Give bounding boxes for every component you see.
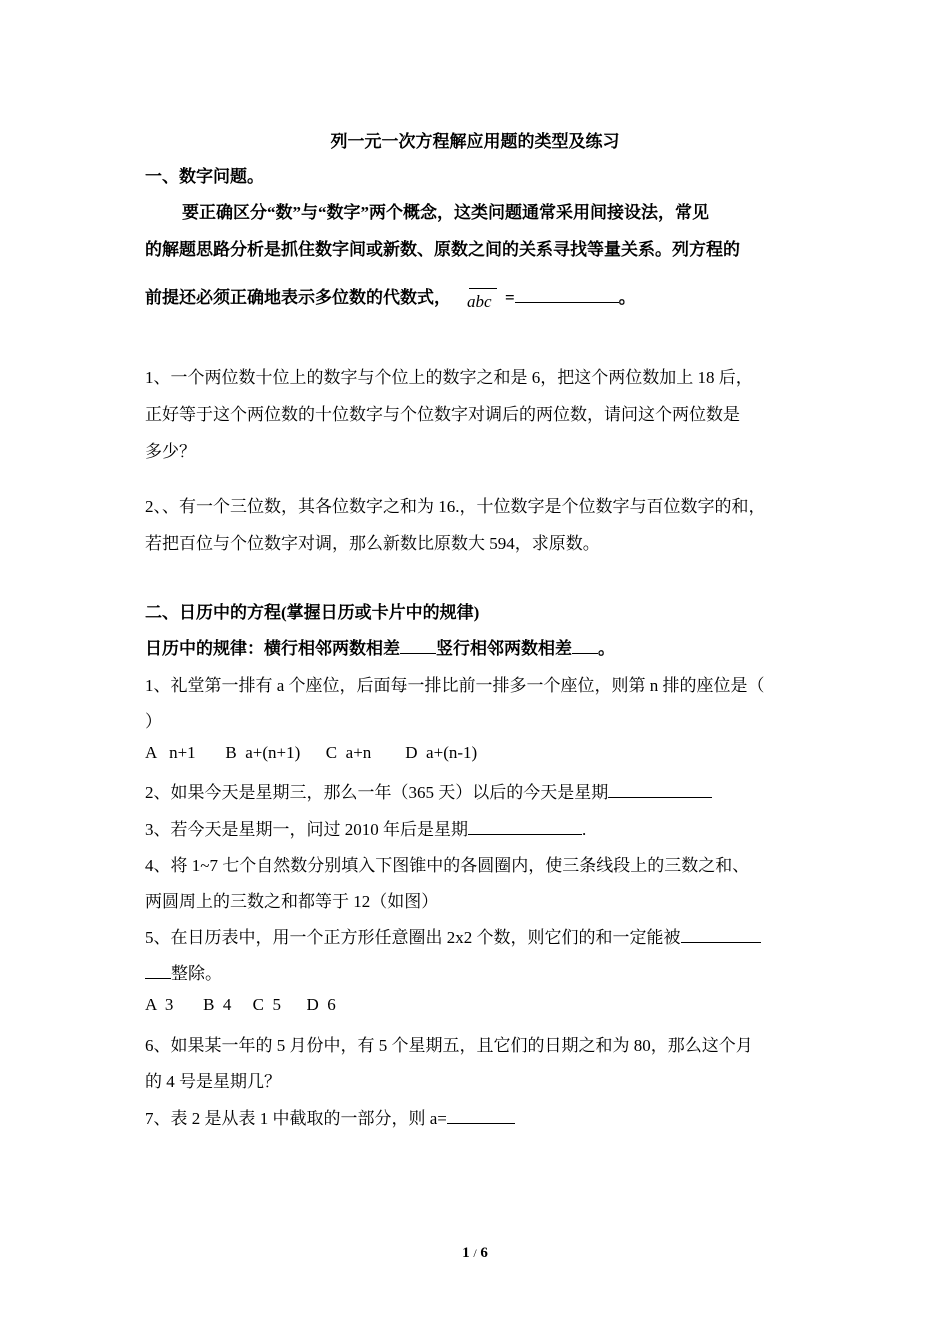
section1-heading: 一、数字问题。 [145,167,264,186]
answer-blank-abc[interactable] [515,288,619,303]
s2-q6-line2: 的 4 号是星期几？ [145,1072,281,1091]
s2-q5-blank-part1[interactable] [681,928,761,943]
s1-q2-line1: 2、、有一个三位数，其各位数字之和为 16.，十位数字是个位数字与百位数字的和， [145,497,766,516]
section2-heading: 二、日历中的方程(掌握日历或卡片中的规律) [145,603,480,622]
s2-q1-line2: ） [145,712,162,731]
rule-part-a: 日历中的规律：横行相邻两数相差 [145,639,400,658]
s2-q5-line2-end: 整除。 [171,964,222,983]
s2-q7-text: 7、表 2 是从表 1 中截取的一部分，则 a= [145,1109,447,1128]
abc-variable: abc [467,292,492,312]
rule-part-c: 。 [598,639,615,658]
section1-intro-line1: 要正确区分“数”与“数字”两个概念，这类问题通常采用间接设法，常见 [182,203,709,222]
s2-q3 [145,815,586,840]
s1-q1-line1: 1、一个两位数十位上的数字与个位上的数字之和是 6，把这个两位数加上 18 后， [145,368,753,387]
s2-q5-text: 5、在日历表中，用一个正方形任意圈出 2x2 个数，则它们的和一定能被 [145,928,681,947]
s2-q3-text: 3、若今天是星期一，问过 2010 年后是星期 [145,820,468,839]
s2-q1-options: A n+1 B a+(n+1) C a+n D a+(n-1) [145,743,478,762]
page-footer [0,1245,950,1262]
section1-intro-line3 [145,283,636,314]
s2-q5-line2 [145,959,222,984]
intro-line3-text: 前提还必须正确地表示多位数的代数式， [145,288,451,307]
s2-q6-line1: 6、如果某一年的 5 月份中，有 5 个星期五，且它们的日期之和为 80，那么这个月 [145,1036,753,1055]
page-number: 1 [462,1245,470,1261]
rule-blank-vertical[interactable] [572,639,598,654]
rule-blank-horizontal[interactable] [400,639,436,654]
s1-q1-line3: 多少？ [145,442,196,461]
s2-q5-line1 [145,923,761,948]
s2-q2 [145,778,712,803]
s2-q5-blank-part2[interactable] [145,964,171,979]
page-title: 列一元一次方程解应用题的类型及练习 [330,132,620,151]
s2-q7 [145,1104,515,1129]
s2-q2-text: 2、如果今天是星期三，那么一年（365 天）以后的今天是星期 [145,783,609,802]
s2-q5-options: A 3 B 4 C 5 D 6 [145,995,336,1014]
page-total: 6 [480,1245,488,1261]
s1-q2-line2: 若把百位与个位数字对调，那么新数比原数大 594，求原数。 [145,534,600,553]
s2-q3-blank[interactable] [468,820,582,835]
s2-q2-blank[interactable] [608,783,712,798]
overline [469,288,497,289]
s2-q7-blank[interactable] [447,1109,515,1124]
intro-line3-end: 。 [618,288,636,307]
equals-sign: = [505,288,515,307]
overline-abc-expression [467,284,501,314]
s2-q1-line1: 1、礼堂第一排有 a 个座位，后面每一排比前一排多一个座位，则第 n 排的座位是（ [145,676,765,695]
s2-q4-line2: 两圆周上的三数之和都等于 12（如图） [145,892,439,911]
calendar-rule [145,634,615,659]
s2-q4-line1: 4、将 1~7 七个自然数分别填入下图锥中的各圆圈内，使三条线段上的三数之和、 [145,856,750,875]
section1-intro-line2: 的解题思路分析是抓住数字间或新数、原数之间的关系寻找等量关系。列方程的 [145,240,740,259]
s1-q1-line2: 正好等于这个两位数的十位数字与个位数字对调后的两位数，请问这个两位数是 [145,405,740,424]
page-separator: / [473,1246,477,1260]
rule-part-b: 竖行相邻两数相差 [436,639,572,658]
s2-q3-end: . [582,820,587,839]
